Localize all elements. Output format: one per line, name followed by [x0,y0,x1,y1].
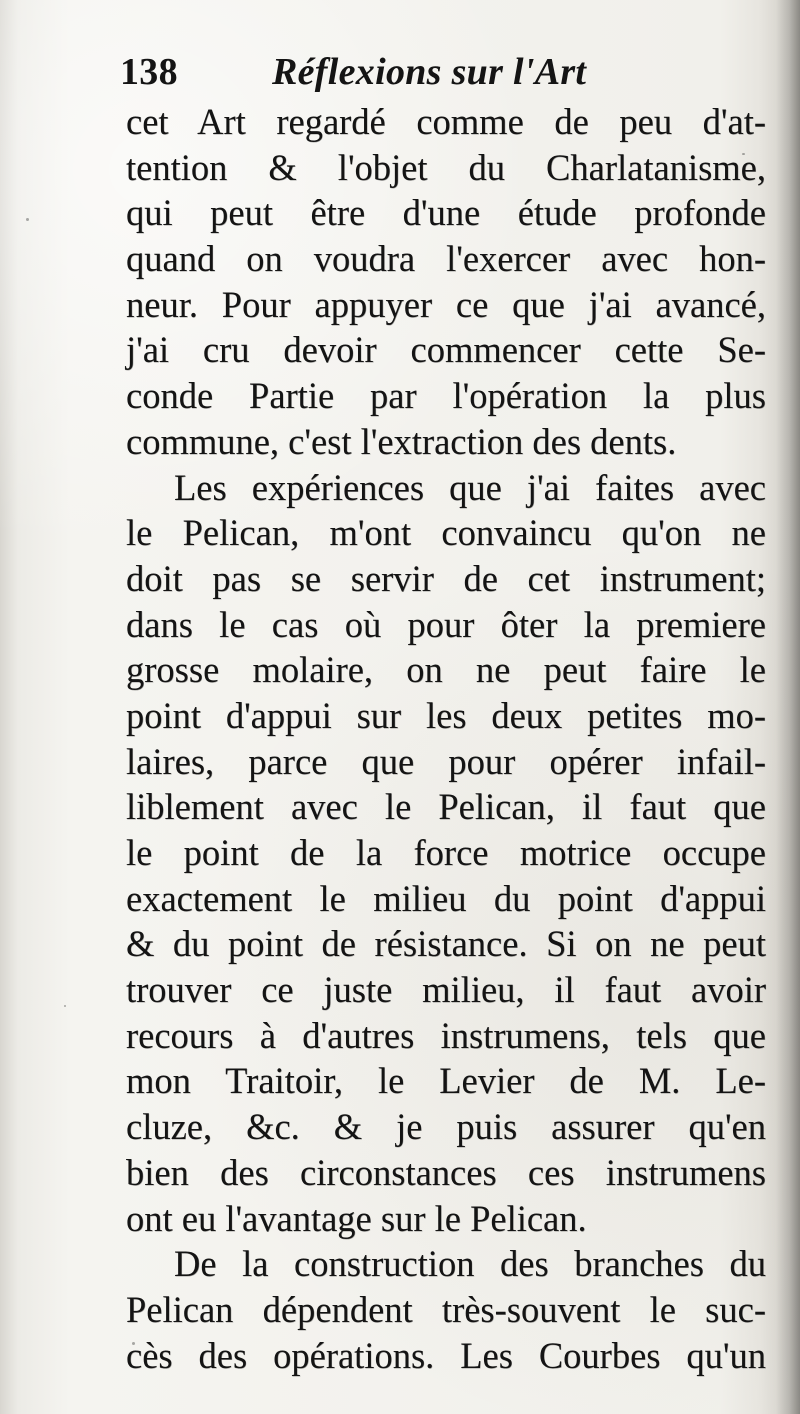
text-line: mon Traitoir, le Levier de M. Le- [126,1060,766,1102]
text-line: dans le cas où pour ôter la premiere [126,603,766,645]
text-line: qui peut être d'une étude profonde [126,192,766,234]
paragraph-start-line: De la construction des branches du [174,1243,766,1285]
paper-speck [64,1005,66,1007]
text-line: cet Art regardé comme de peu d'at- [126,101,766,142]
paper-speck [742,153,745,155]
text-line: bien des circonstances ces instrumens [126,1151,766,1193]
paper-speck [26,218,29,221]
text-line: & du point de résistance. Si on ne peut [126,923,766,965]
text-line: laires, parce que pour opérer infail- [126,740,766,782]
text-line: commune, c'est l'extraction des dents. [126,420,677,462]
text-line: tention & l'objet du Charlatanisme, [126,146,766,188]
text-line: ont eu l'avantage sur le Pelican. [126,1197,587,1239]
text-line: doit pas se servir de cet instrument; [126,557,766,599]
text-line: le point de la force motrice occupe [126,832,766,873]
text-line: cès des opérations. Les Courbes qu'un [126,1334,766,1376]
running-title: Réflexions sur l'Art [272,51,587,93]
paragraph-start-line: Les expériences que j'ai faites avec [174,466,766,508]
page-header [120,44,660,100]
page-edge-shadow [776,0,800,1414]
paper-speck [748,622,750,625]
text-line: liblement avec le Pelican, il faut que [126,786,766,828]
page-number: 138 [120,51,178,93]
text-line: j'ai cru devoir commencer cette Se- [126,329,766,371]
text-line: le Pelican, m'ont convaincu qu'on ne [126,512,766,554]
text-line: conde Partie par l'opération la plus [126,375,766,417]
text-line: recours à d'autres instrumens, tels que [126,1014,766,1056]
text-line: neur. Pour appuyer ce que j'ai avancé, [126,283,766,325]
text-line: cluze, &c. & je puis assurer qu'en [126,1106,766,1148]
text-line: quand on voudra l'exercer avec hon- [126,238,766,280]
text-line: point d'appui sur les deux petites mo- [126,694,766,736]
text-line: Pelican dépendent très-souvent le suc- [126,1288,766,1330]
text-line: grosse molaire, on ne peut faire le [126,649,766,691]
text-line: trouver ce juste milieu, il faut avoir [126,969,766,1011]
paper-speck [132,1342,135,1345]
text-line: exactement le milieu du point d'appui [126,877,766,919]
body-text [126,99,766,1378]
